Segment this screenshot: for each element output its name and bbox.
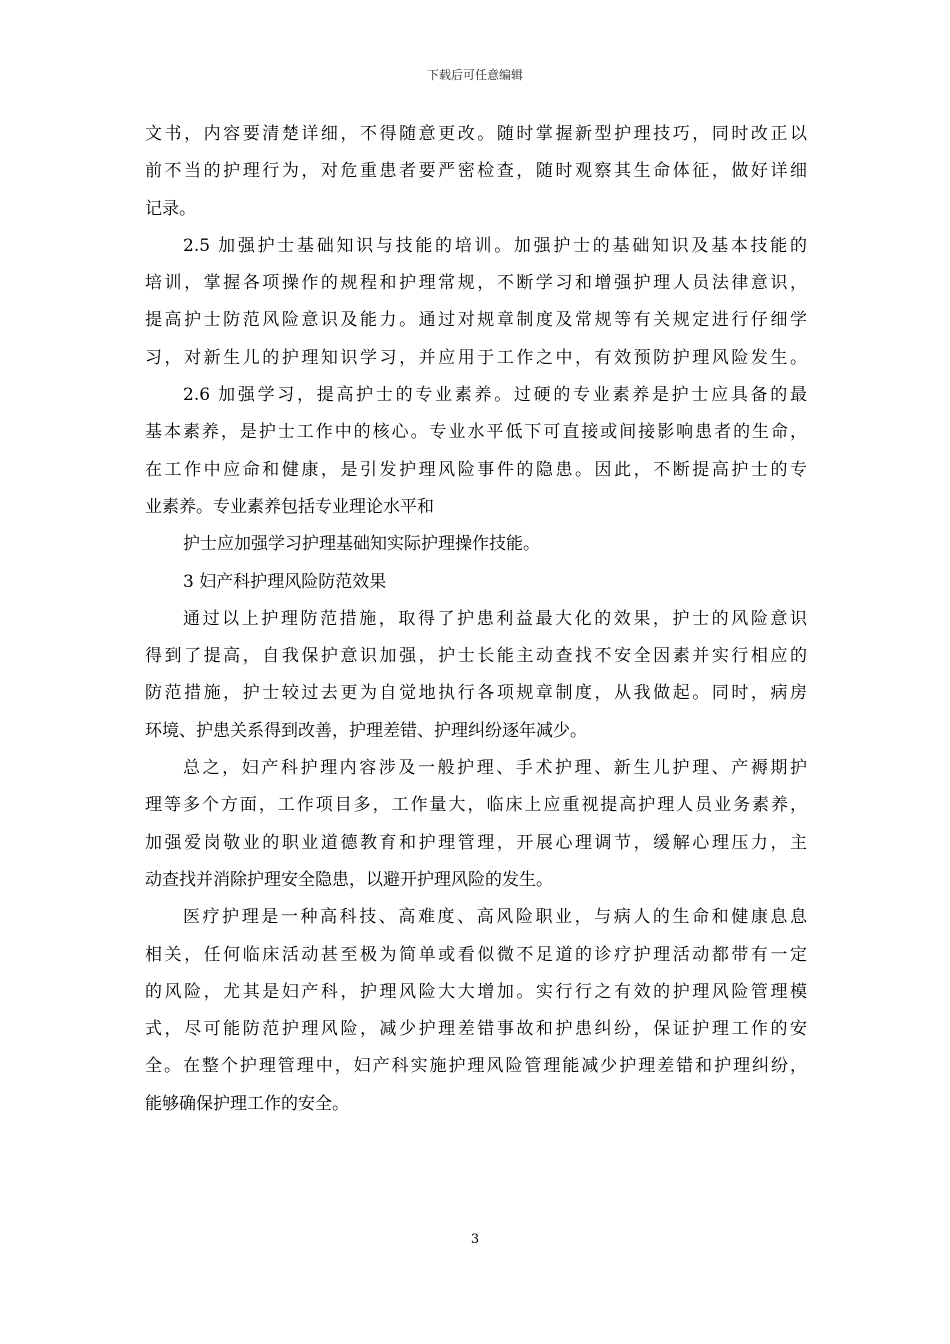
text-line: 医疗护理是一种高科技、高难度、高风险职业，与病人的生命和健康息息: [183, 907, 807, 928]
text-line: 基本素养，是护士工作中的核心。专业水平低下可直接或间接影响患者的生命，: [145, 422, 807, 443]
text-line: 加强爱岗敬业的职业道德教育和护理管理，开展心理调节，缓解心理压力，主: [145, 832, 807, 853]
text-line: 全。在整个护理管理中，妇产科实施护理风险管理能减少护理差错和护理纠纷，: [145, 1056, 807, 1077]
text-line: 提高护士防范风险意识及能力。通过对规章制度及常规等有关规定进行仔细学: [145, 310, 807, 331]
page-number: 3: [470, 1232, 480, 1247]
text-line: 的风险，尤其是妇产科，护理风险大大增加。实行行之有效的护理风险管理模: [145, 981, 807, 1002]
text-line: 防范措施，护士较过去更为自觉地执行各项规章制度，从我做起。同时，病房: [145, 683, 807, 704]
text-line: 动查找并消除护理安全隐患，以避开护理风险的发生。: [145, 869, 553, 890]
text-line: 护士应加强学习护理基础知实际护理操作技能。: [183, 534, 540, 555]
text-line: 文书，内容要清楚详细，不得随意更改。随时掌握新型护理技巧，同时改正以: [145, 124, 807, 144]
text-line: 通过以上护理防范措施，取得了护患利益最大化的效果，护士的风险意识: [183, 608, 807, 629]
text-line: 培训，掌握各项操作的规程和护理常规，不断学习和增强护理人员法律意识，: [145, 273, 807, 294]
text-line: 在工作中应命和健康，是引发护理风险事件的隐患。因此，不断提高护士的专: [145, 459, 807, 480]
text-line: 习，对新生儿的护理知识学习，并应用于工作之中，有效预防护理风险发生。: [145, 347, 807, 368]
page-header: 下载后可任意编辑: [426, 68, 523, 82]
text-line: 记录。: [145, 198, 196, 219]
text-line: 环境、护患关系得到改善，护理差错、护理纠纷逐年减少。: [145, 720, 587, 741]
text-line: 总之，妇产科护理内容涉及一般护理、手术护理、新生儿护理、产褥期护: [183, 758, 807, 779]
text-line: 业素养。专业素养包括专业理论水平和: [145, 496, 434, 517]
text-line: 能够确保护理工作的安全。: [145, 1093, 349, 1114]
text-line: 理等多个方面，工作项目多，工作量大，临床上应重视提高护理人员业务素养，: [145, 795, 807, 816]
text-line: 前不当的护理行为，对危重患者要严密检查，随时观察其生命体征，做好详细: [145, 161, 807, 182]
section-3-heading: 3 妇产科护理风险防范效果: [183, 571, 387, 592]
document-body: [145, 116, 807, 1123]
section-2-5-heading-line: 2.5 加强护士基础知识与技能的培训。加强护士的基础知识及基本技能的: [183, 235, 807, 256]
text-line: 式，尽可能防范护理风险，减少护理差错事故和护患纠纷，保证护理工作的安: [145, 1019, 807, 1040]
text-line: 相关，任何临床活动甚至极为简单或看似微不足道的诊疗护理活动都带有一定: [145, 944, 807, 965]
text-line: 得到了提高，自我保护意识加强，护士长能主动查找不安全因素并实行相应的: [145, 646, 807, 667]
section-2-6-heading-line: 2.6 加强学习，提高护士的专业素养。过硬的专业素养是护士应具备的最: [183, 385, 807, 406]
